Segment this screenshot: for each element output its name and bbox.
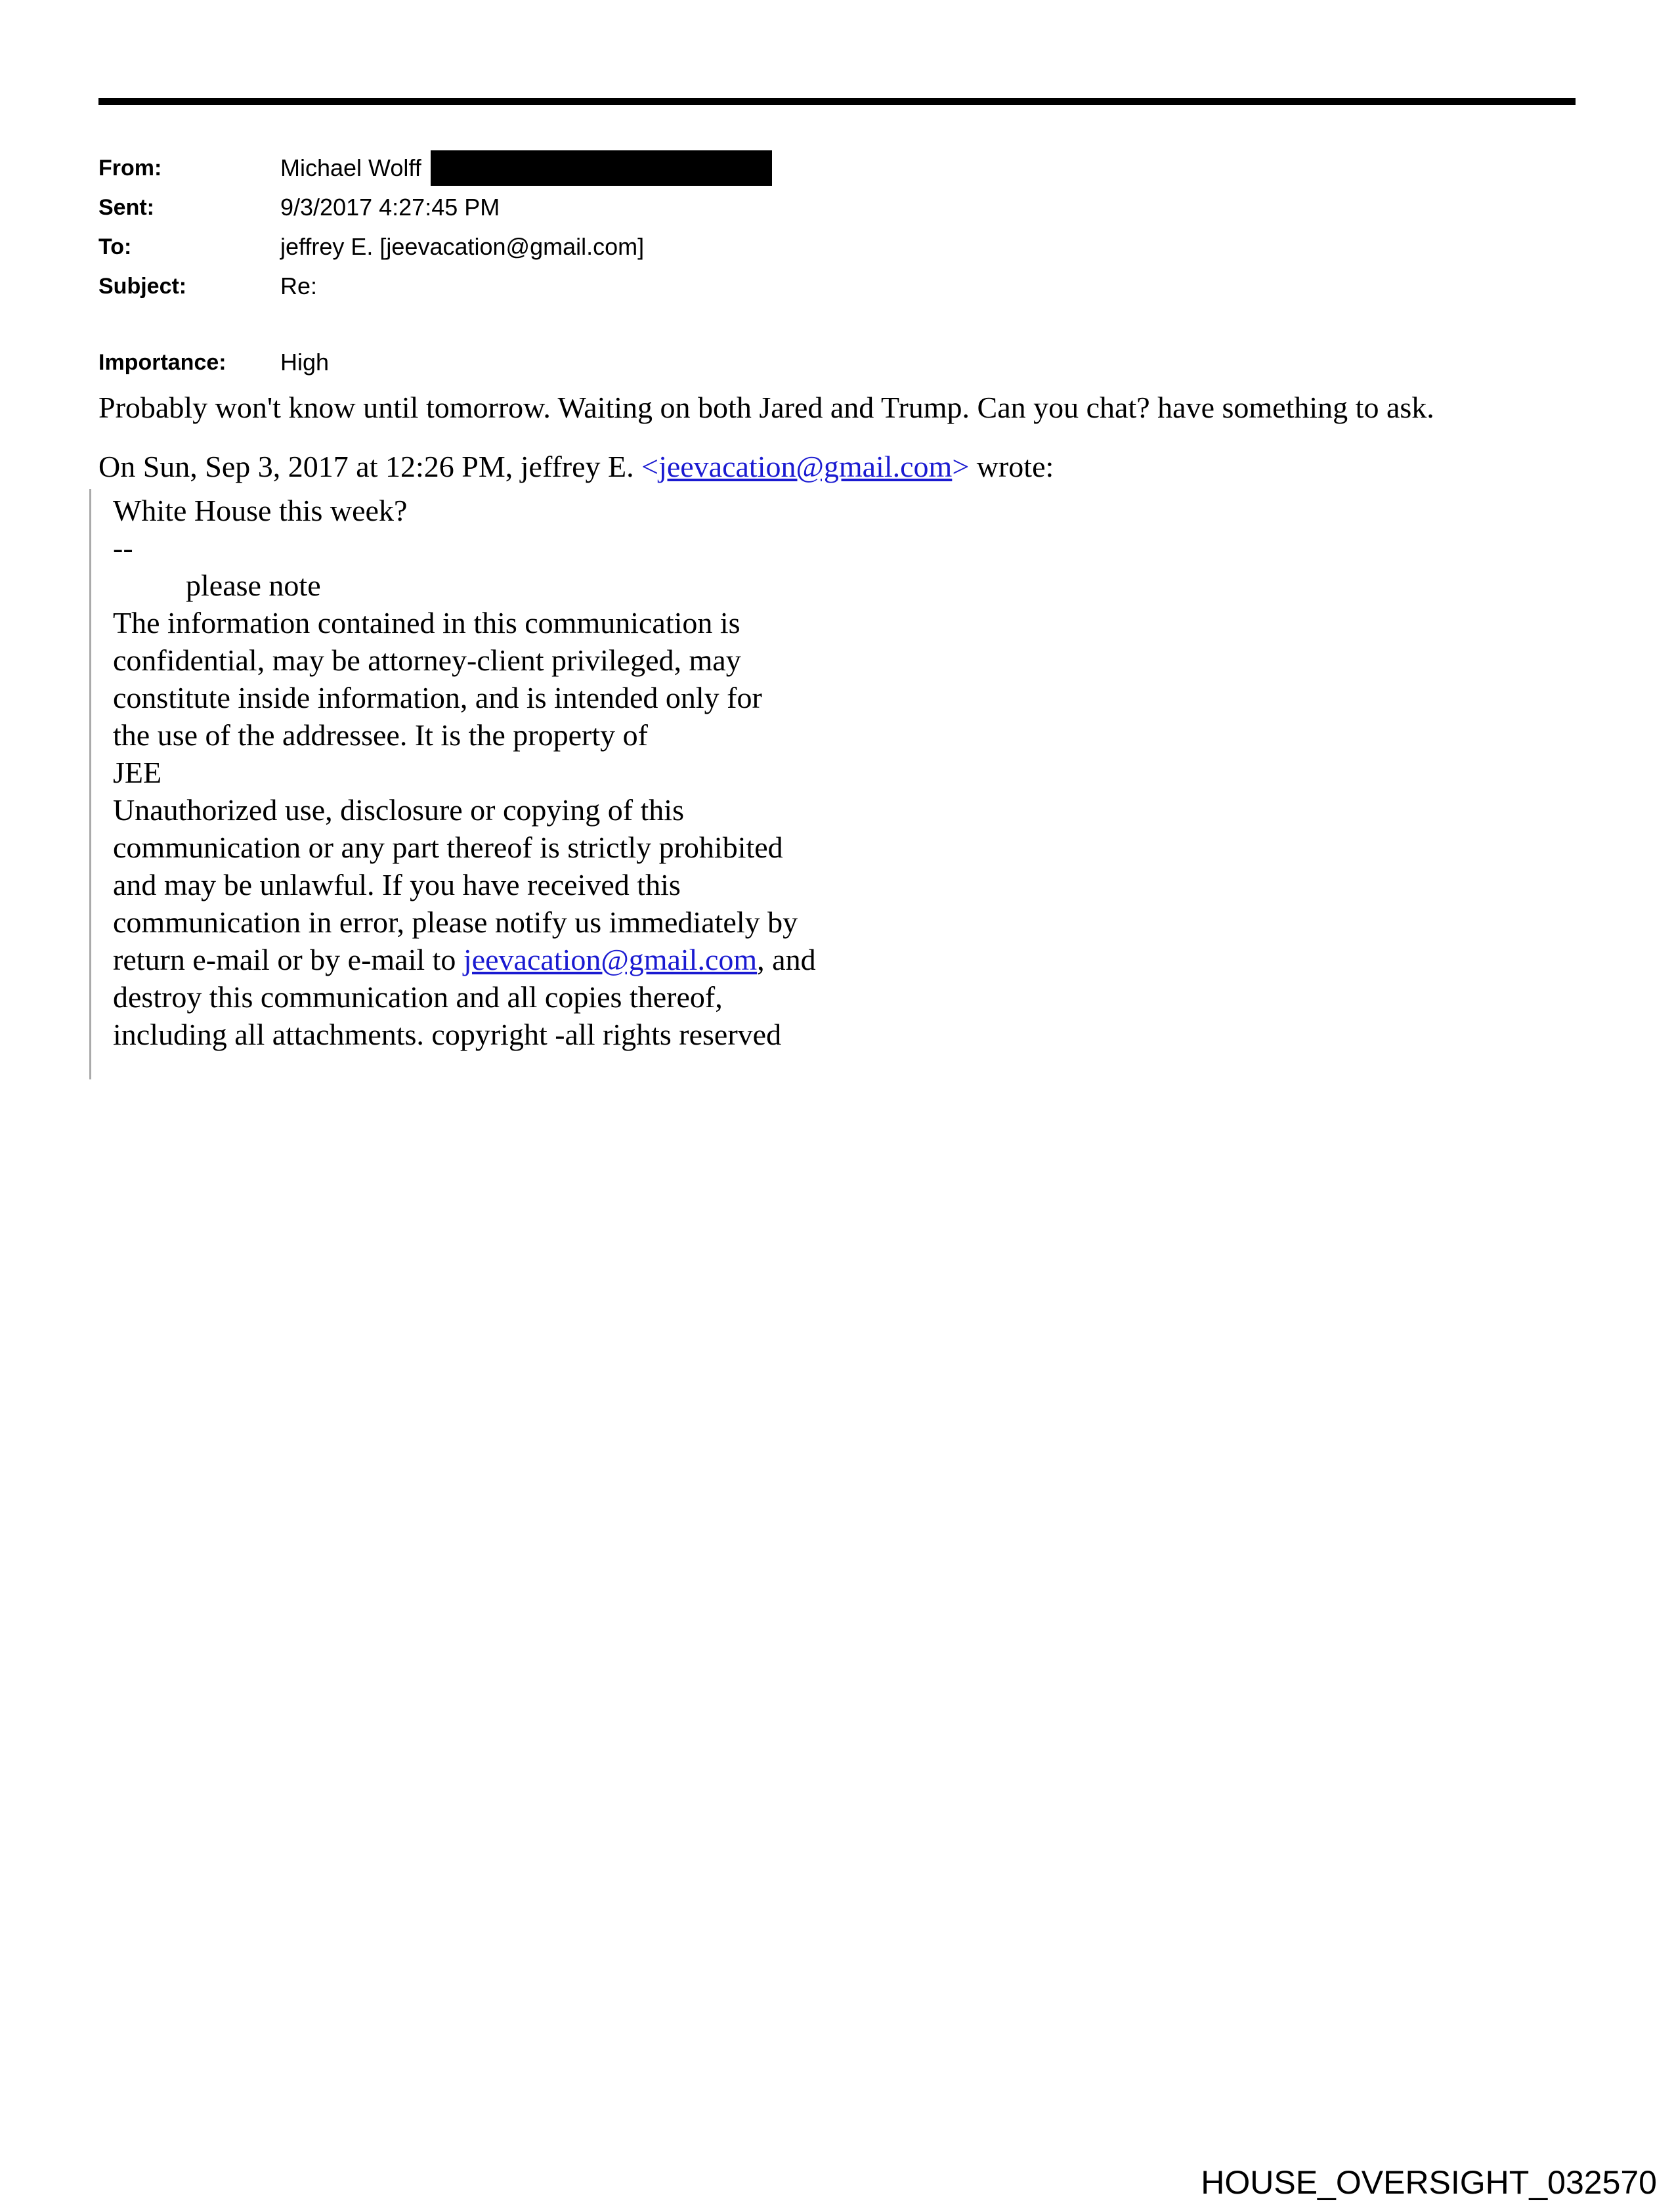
to-label: To: — [98, 234, 132, 259]
header-row-subject — [98, 267, 772, 306]
from-sender-name: Michael Wolff — [280, 154, 421, 181]
sent-label: Sent: — [98, 194, 154, 220]
header-row-importance — [98, 343, 772, 382]
reply-open-bracket: < — [641, 450, 659, 483]
disclaimer-line: The information contained in this communication is — [113, 606, 740, 640]
disclaimer-line: confidential, may be attorney-client privileged, may — [113, 643, 741, 677]
reply-attribution-suffix: wrote: — [969, 450, 1054, 483]
disclaimer-line: communication in error, please notify us immediately by — [113, 905, 798, 939]
subject-label: Subject: — [98, 273, 187, 299]
importance-value: High — [280, 349, 330, 376]
disclaimer-line: JEE — [113, 756, 162, 789]
sent-value: 9/3/2017 4:27:45 PM — [280, 194, 500, 221]
reply-email-link[interactable]: jeevacation@gmail.com — [658, 450, 953, 483]
disclaimer-line: destroy this communication and all copies thereof, — [113, 980, 723, 1014]
header-row-from — [98, 148, 772, 188]
disclaimer-line: communication or any part thereof is strictly prohibited — [113, 831, 783, 864]
disclaimer-line: including all attachments. copyright -all rights reserved — [113, 1018, 782, 1051]
header-row-sent — [98, 188, 772, 227]
header-divider-rule — [98, 98, 1576, 105]
disclaimer-email-prefix: return e-mail or by e-mail to — [113, 943, 463, 976]
disclaimer-line: the use of the addressee. It is the property of — [113, 718, 648, 752]
redaction-bar — [431, 150, 772, 186]
disclaimer-line: constitute inside information, and is intended only for — [113, 681, 762, 714]
message-body-paragraph: Probably won't know until tomorrow. Waiting on both Jared and Trump. Can you chat? have something to ask. — [98, 391, 1434, 424]
quote-line: please note — [186, 569, 321, 602]
disclaimer-email-suffix: , and — [757, 943, 816, 976]
header-row-to — [98, 227, 772, 267]
bates-stamp: HOUSE_OVERSIGHT_032570 — [1201, 2164, 1657, 2201]
importance-label: Importance: — [98, 349, 226, 375]
subject-value: Re: — [280, 272, 318, 299]
disclaimer-line: and may be unlawful. If you have received this — [113, 868, 681, 901]
signature-delimiter: -- — [113, 531, 133, 565]
from-value — [280, 150, 772, 186]
reply-attribution-prefix: On Sun, Sep 3, 2017 at 12:26 PM, jeffrey E. — [98, 450, 642, 483]
quote-line: White House this week? — [113, 494, 408, 527]
email-header-block — [98, 148, 772, 382]
reply-close-bracket: > — [952, 450, 970, 483]
disclaimer-email-line — [113, 941, 1074, 978]
disclaimer-email-link[interactable]: jeevacation@gmail.com — [463, 943, 758, 976]
quoted-message-block — [89, 489, 1074, 1079]
disclaimer-line: Unauthorized use, disclosure or copying of this — [113, 793, 684, 827]
from-label: From: — [98, 155, 162, 181]
reply-attribution-line — [98, 448, 1054, 485]
to-value: jeffrey E. [jeevacation@gmail.com] — [280, 233, 645, 260]
